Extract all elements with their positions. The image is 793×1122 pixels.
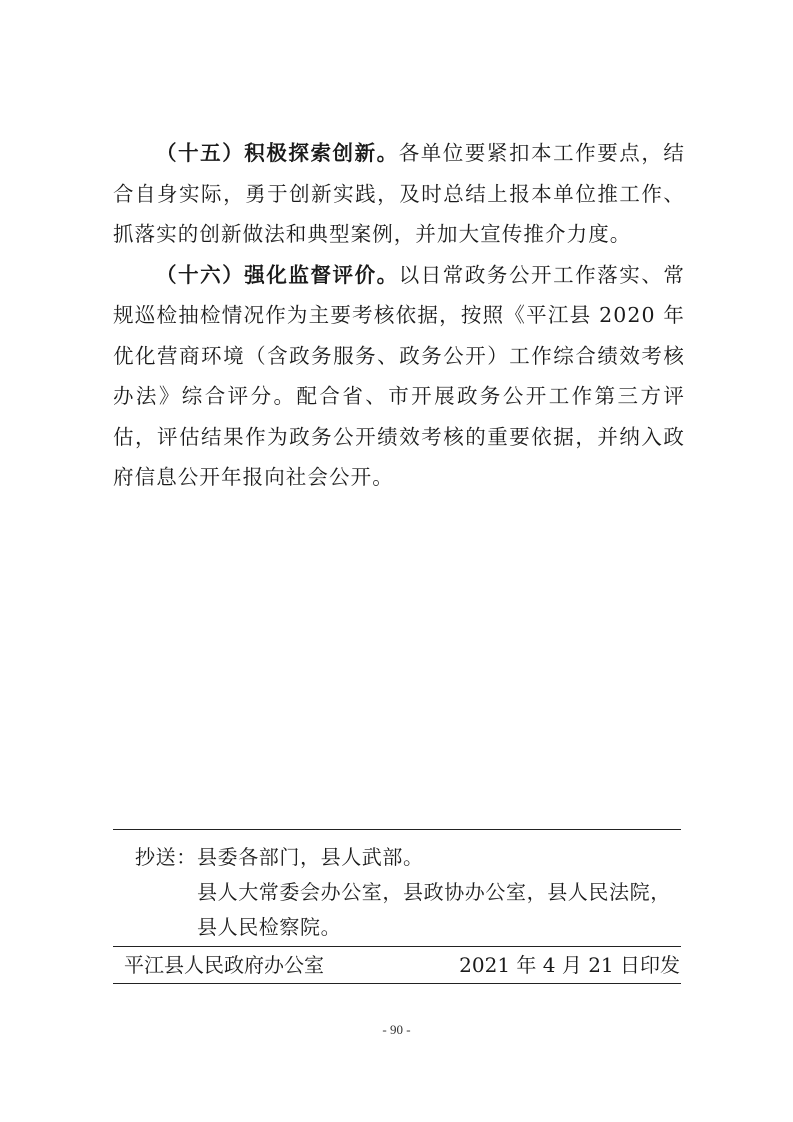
body-text: [113, 133, 685, 498]
issuer-row: [124, 950, 680, 980]
paragraph-heading: （十五）积极探索创新。: [156, 141, 399, 165]
cc-recipients-line3: 县人民检察院。: [197, 915, 342, 939]
cc-row-second: [135, 875, 683, 910]
page-number: - 90 -: [382, 1022, 411, 1037]
paragraph-supervision: [113, 255, 685, 498]
paragraph-text: 以日常政务公开工作落实、常规巡检抽检情况作为主要考核依据，按照《平江县 2020 年优化营商环境（含政务服务、政务公开）工作综合绩效考核办法》综合评分。配合省、市开展政务公开工作第三方评估，评估结果作为政务公开绩效考核的重要依据，并纳入政府信息公开年报向社会公开。: [113, 262, 685, 489]
cc-row-third: [135, 910, 683, 945]
footer-rule-middle: [113, 946, 681, 947]
footer-rule-bottom: [113, 983, 681, 984]
cc-recipients-line2: 县人大常委会办公室，县政协办公室，县人民法院，: [197, 880, 671, 904]
issuing-office: 平江县人民政府办公室: [124, 953, 324, 977]
cc-row-first: [135, 840, 683, 875]
issue-date: 2021 年 4 月 21 日印发: [459, 953, 680, 977]
paragraph-innovation: [113, 133, 685, 255]
cc-block: [135, 840, 683, 945]
footer-rule-top: [113, 829, 681, 830]
paragraph-heading: （十六）强化监督评价。: [156, 262, 399, 287]
cc-recipients-line1: 县委各部门，县人武部。: [197, 845, 424, 869]
cc-label: 抄送：: [135, 845, 197, 869]
paragraph-text: 各单位要紧扣本工作要点，结合自身实际，勇于创新实践，及时总结上报本单位推工作、抓落实的创新做法和典型案例，并加大宣传推介力度。: [113, 141, 685, 246]
